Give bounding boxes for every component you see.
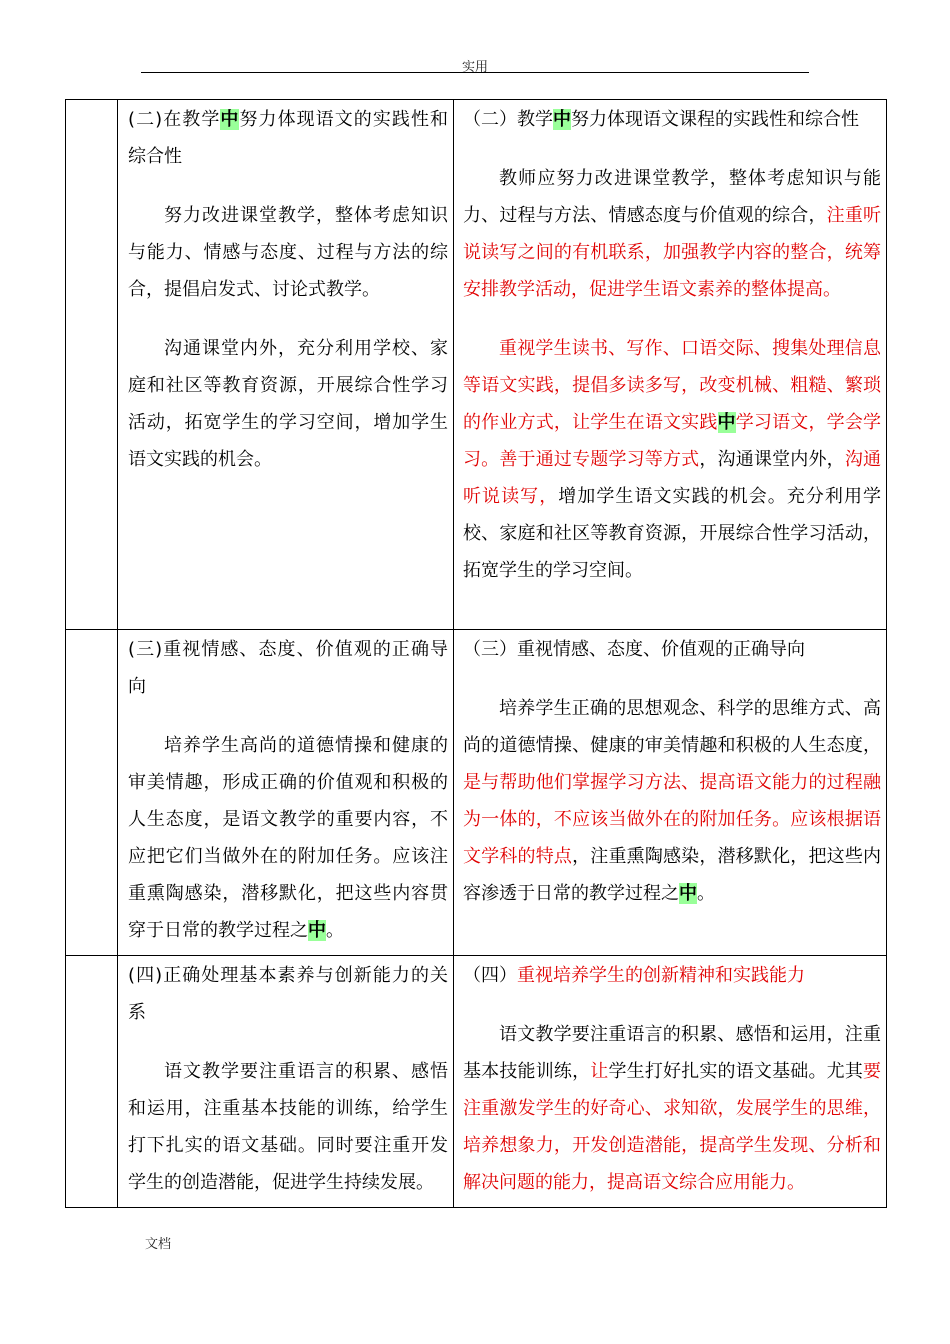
text-run: 语文教学要注重语言的积累、感悟和运用，注重基本技能的训练，给学生打下扎实的语文基础。同时要注重开发学生的创造潜能，促进学生持续发展。 — [128, 1061, 448, 1193]
left-section-title — [128, 631, 448, 705]
right-cell — [454, 630, 887, 956]
comparison-table — [65, 99, 887, 1208]
text-run: （二）教学 — [463, 109, 553, 130]
text-run: (二)在教学 — [128, 109, 221, 130]
text-run: 语文教学要注重语言的积累、感悟和运用，注重基本技能训练， — [463, 1024, 881, 1082]
text-run: 学生打好扎实的语文基础。尤其 — [608, 1061, 864, 1082]
red-emphasis-text: 注重听说读写之间的有机联系，加强教学内容的整合，统筹安排教学活动，促进学生语文素养的整体提高。 — [463, 205, 882, 300]
right-cell — [454, 956, 887, 1208]
text-run: ，注重熏陶感染，潜移默化，把这些内容渗透于日常的教学过程之 — [463, 846, 882, 904]
red-emphasis-text: 要注重激发学生的好奇心、求知欲，发展学生的思维，培养想象力，开发创造潜能，提高学生发现、分析和解决问题的能力，提高语文综合应用能力。 — [463, 1061, 882, 1193]
highlighted-text: 中 — [308, 920, 326, 941]
text-run: 教师应努力改进课堂教学，整体考虑知识与能力、过程与方法、情感态度与价值观的综合， — [463, 168, 881, 226]
red-emphasis-text: 重视学生读书、写作、口语交际、搜集处理信息等语文实践，提倡多读多写，改变机械、粗糙、繁琐的作业方式，让学生在语文实践 — [463, 338, 881, 433]
right-section-title — [463, 631, 881, 668]
row-label-cell — [66, 100, 118, 630]
header-rule — [141, 72, 809, 73]
text-run: 努力体现语文的实践性和综合性 — [128, 109, 449, 167]
left-cell — [118, 956, 454, 1208]
red-emphasis-text: 学习语文，学会学习。善于通过专题学习等方式 — [463, 412, 882, 470]
table-row — [66, 956, 887, 1208]
highlighted-text: 中 — [679, 883, 697, 904]
page-header-text: 实用 — [461, 60, 488, 75]
page-footer-text: 文档 — [145, 1237, 172, 1252]
table-row — [66, 630, 887, 956]
left-section-title — [128, 957, 448, 1031]
left-cell — [118, 100, 454, 630]
red-emphasis-text: 沟通听说读写， — [463, 449, 882, 507]
text-run: 。 — [326, 920, 344, 941]
text-run: 努力改进课堂教学，整体考虑知识与能力、情感与态度、过程与方法的综合，提倡启发式、讨论式教学。 — [128, 205, 448, 300]
red-emphasis-text: 重视培养学生的创新精神和实践能力 — [517, 965, 805, 986]
red-emphasis-text: 是与帮助他们掌握学习方法、提高语文能力的过程融为一体的，不应该当做外在的附加任务。应该根据语文学科的特点 — [463, 772, 881, 867]
right-section-title — [463, 101, 881, 138]
left-paragraph — [128, 727, 448, 949]
text-run: 培养学生正确的思想观念、科学的思维方式、高尚的道德情操、健康的审美情趣和积极的人生态度， — [463, 698, 881, 756]
text-run: 。 — [697, 883, 715, 904]
right-paragraph — [463, 690, 881, 912]
text-run: (四)正确处理基本素养与创新能力的关系 — [128, 965, 448, 1023]
left-cell — [118, 630, 454, 956]
text-run: 努力体现语文课程的实践性和综合性 — [571, 109, 859, 130]
right-cell — [454, 100, 887, 630]
left-section-title — [128, 101, 448, 175]
highlighted-text: 中 — [553, 109, 571, 130]
table-row — [66, 100, 887, 630]
red-emphasis-text: 让 — [590, 1061, 609, 1082]
text-run: （四） — [463, 965, 517, 986]
right-paragraph — [463, 1016, 881, 1201]
text-run: ，沟通课堂内外， — [699, 449, 845, 470]
left-paragraph — [128, 330, 448, 478]
right-section-title — [463, 957, 881, 994]
text-run: 增加学生语文实践的机会。充分利用学校、家庭和社区等教育资源，开展综合性学习活动，拓宽学生的学习空间。 — [463, 486, 882, 581]
row-label-cell — [66, 956, 118, 1208]
highlighted-text: 中 — [717, 412, 736, 433]
right-paragraph — [463, 160, 881, 308]
left-paragraph — [128, 1053, 448, 1201]
text-run: 沟通课堂内外，充分利用学校、家庭和社区等教育资源，开展综合性学习活动，拓宽学生的学习空间，增加学生语文实践的机会。 — [128, 338, 448, 470]
text-run: （三）重视情感、态度、价值观的正确导向 — [463, 639, 805, 660]
text-run: 培养学生高尚的道德情操和健康的审美情趣，形成正确的价值观和积极的人生态度，是语文教学的重要内容，不应把它们当做外在的附加任务。应该注重熏陶感染，潜移默化，把这些内容贯穿于日常的教学过程之 — [128, 735, 448, 941]
left-paragraph — [128, 197, 448, 308]
text-run: (三)重视情感、态度、价值观的正确导向 — [128, 639, 448, 697]
highlighted-text: 中 — [220, 109, 240, 130]
row-label-cell — [66, 630, 118, 956]
right-paragraph — [463, 330, 881, 589]
